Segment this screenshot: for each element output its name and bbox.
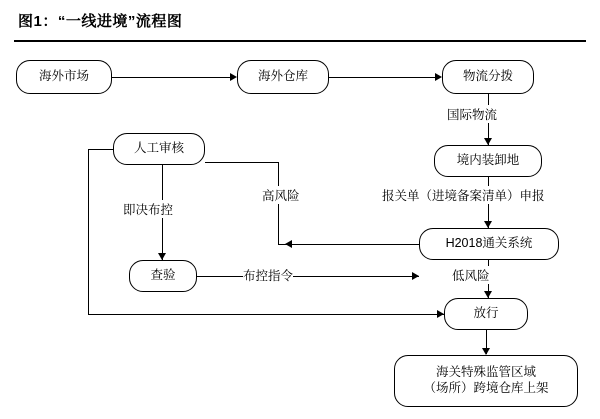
arrowhead-inspection-to-h2018 <box>412 272 419 280</box>
node-manual-review: 人工审核 <box>113 133 205 165</box>
arrowhead-market-to-warehouse <box>230 73 237 81</box>
label-low-risk: 低风险 <box>452 266 490 284</box>
label-international-logistics: 国际物流 <box>447 105 497 123</box>
edge-review-to-release-bottom <box>88 314 444 315</box>
edge-warehouse-to-sorting <box>329 77 435 78</box>
arrowhead-h2018-to-review <box>285 240 292 248</box>
arrowhead-warehouse-to-sorting <box>435 73 442 81</box>
arrowhead-release-to-zone <box>482 348 490 355</box>
edge-h2018-to-review-horizontal <box>278 244 419 245</box>
arrowhead-review-to-inspection <box>158 253 166 260</box>
node-overseas-market: 海外市场 <box>16 60 112 94</box>
edge-market-to-warehouse <box>112 77 230 78</box>
label-declaration: 报关单（进境备案清单）申报 <box>382 186 545 204</box>
arrowhead-unloading-to-h2018 <box>484 221 492 228</box>
node-special-zone-line2: （场所）跨境仓库上架 <box>423 381 549 395</box>
node-special-zone <box>394 355 578 407</box>
edge-review-to-release-left <box>88 149 89 315</box>
node-special-zone-line1: 海关特殊监管区域 <box>435 365 536 380</box>
edge-review-stub <box>205 162 278 163</box>
title-divider <box>14 40 586 42</box>
label-immediate-control: 即决布控 <box>123 200 173 218</box>
node-release: 放行 <box>444 298 528 330</box>
node-overseas-warehouse: 海外仓库 <box>237 60 329 94</box>
label-high-risk: 高风险 <box>262 186 300 204</box>
node-logistics-sorting: 物流分拨 <box>442 60 534 94</box>
figure-title: 图1：“一线进境”流程图 <box>18 13 183 30</box>
arrowhead-review-to-release <box>437 310 444 318</box>
node-h2018-system: H2018通关系统 <box>419 228 559 260</box>
node-inspection: 查验 <box>129 260 197 292</box>
label-control-order: 布控指令 <box>243 266 293 284</box>
arrowhead-sorting-to-unloading <box>484 138 492 145</box>
arrowhead-h2018-to-release <box>484 291 492 298</box>
edge-inspection-to-h2018 <box>197 276 419 277</box>
edge-review-to-release-top <box>88 149 113 150</box>
node-domestic-unloading: 境内装卸地 <box>434 145 542 177</box>
